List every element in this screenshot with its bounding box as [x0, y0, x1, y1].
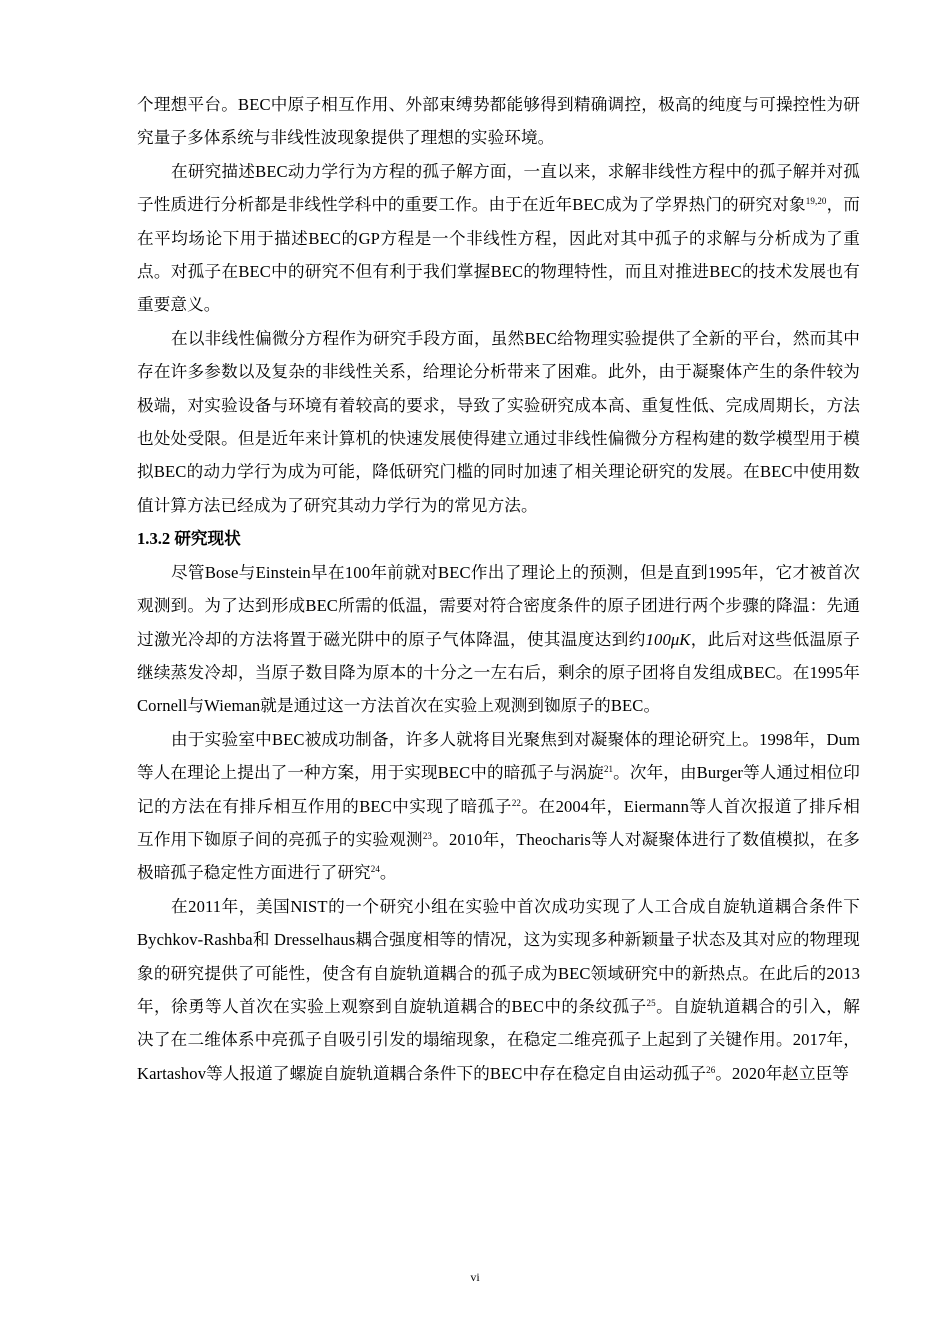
paragraph-spin-orbit: 在2011年，美国NIST的一个研究小组在实验中首次成功实现了人工合成自旋轨道耦合条件下Bychkov-Rashba和 Dresselhaus耦合强度相等的情况，这为实现多种新颖量子状态及其对应的物理现象的研究提供了可能性，使含有自旋轨道耦合的孤子成为BEC领域研究中的新热点。在此后的2013年，徐勇等人首次在实验上观察到自旋轨道耦合的BEC中的条纹孤子$^{25}$。自旋轨道耦合的引入，解决了在二维体系中亮孤子自吸引引发的塌缩现象，在稳定二维亮孤子上起到了关键作用。2017年，Kartashov等人报道了螺旋自旋轨道耦合条件下的BEC中存在稳定自由运动孤子$^{26}$。2020年赵立臣等 — [137, 896, 861, 1083]
document-body — [137, 88, 860, 1090]
citation-ref: 21 — [603, 764, 614, 775]
citation-ref: 24 — [370, 864, 380, 875]
citation-ref: 23 — [422, 830, 433, 841]
temperature-math: 100μK — [645, 629, 691, 649]
citation-ref: 22 — [511, 797, 522, 808]
paragraph-theory-research: 由于实验室中BEC被成功制备，许多人就将目光聚焦到对凝聚体的理论研究上。1998年，Dum等人在理论上提出了一种方案，用于实现BEC中的暗孤子与涡旋$^{21}$。次年，由Burger等人通过相位印记的方法在有排斥相互作用的BEC中实现了暗孤子$^{22}$。在2004年，Eiermann等人首次报道了排斥相互作用下铷原子间的亮孤子的实验观测$^{23}$。2010年，Theocharis等人对凝聚体进行了数值模拟，在多极暗孤子稳定性方面进行了研究$^{24}$。 — [137, 729, 861, 883]
page-number: vi — [470, 1270, 480, 1284]
citation-ref: 26 — [706, 1064, 716, 1075]
paragraph-intro-continuation: 个理想平台。BEC中原子相互作用、外部束缚势都能够得到精确调控，极高的纯度与可操控性为研究量子多体系统与非线性波现象提供了理想的实验环境。 — [137, 95, 860, 148]
paragraph-bec-history: 尽管Bose与Einstein早在100年前就对BEC作出了理论上的预测，但是直到1995年，它才被首次观测到。为了达到形成BEC所需的低温，需要对符合密度条件的原子团进行两个步骤的降温：先通过激光冷却的方法将置于磁光阱中的原子气体降温，使其温度达到约100μK，此后对这些低温原子继续蒸发冷却，当原子数目降为原本的十分之一左右后，剩余的原子团将自发组成BEC。在1995年Cornell与Wieman就是通过这一方法首次在实验上观测到铷原子的BEC。 — [137, 562, 861, 716]
section-heading: 1.3.2 研究现状 — [137, 529, 241, 549]
citation-ref: 25 — [646, 997, 656, 1008]
paragraph-pde-methods: 在以非线性偏微分方程作为研究手段方面，虽然BEC给物理实验提供了全新的平台，然而其中存在许多参数以及复杂的非线性关系，给理论分析带来了困难。此外，由于凝聚体产生的条件较为极端，对实验设备与环境有着较高的要求，导致了实验研究成本高、重复性低、完成周期长，方法也处处受限。但是近年来计算机的快速发展使得建立通过非线性偏微分方程构建的数学模型用于模拟BEC的动力学行为成为可能，降低研究门槛的同时加速了相关理论研究的发展。在BEC中使用数值计算方法已经成为了研究其动力学行为的常见方法。 — [137, 328, 860, 515]
citation-ref: 19,20 — [805, 196, 827, 207]
paragraph-soliton-solutions: 在研究描述BEC动力学行为方程的孤子解方面，一直以来，求解非线性方程中的孤子解并对孤子性质进行分析都是非线性学科中的重要工作。由于在近年BEC成为了学界热门的研究对象$^{19,20}$，而在平均场论下用于描述BEC的GP方程是一个非线性方程，因此对其中孤子的求解与分析成为了重点。对孤子在BEC中的研究不但有利于我们掌握BEC的物理特性，而且对推进BEC的技术发展也有重要意义。 — [137, 161, 860, 315]
